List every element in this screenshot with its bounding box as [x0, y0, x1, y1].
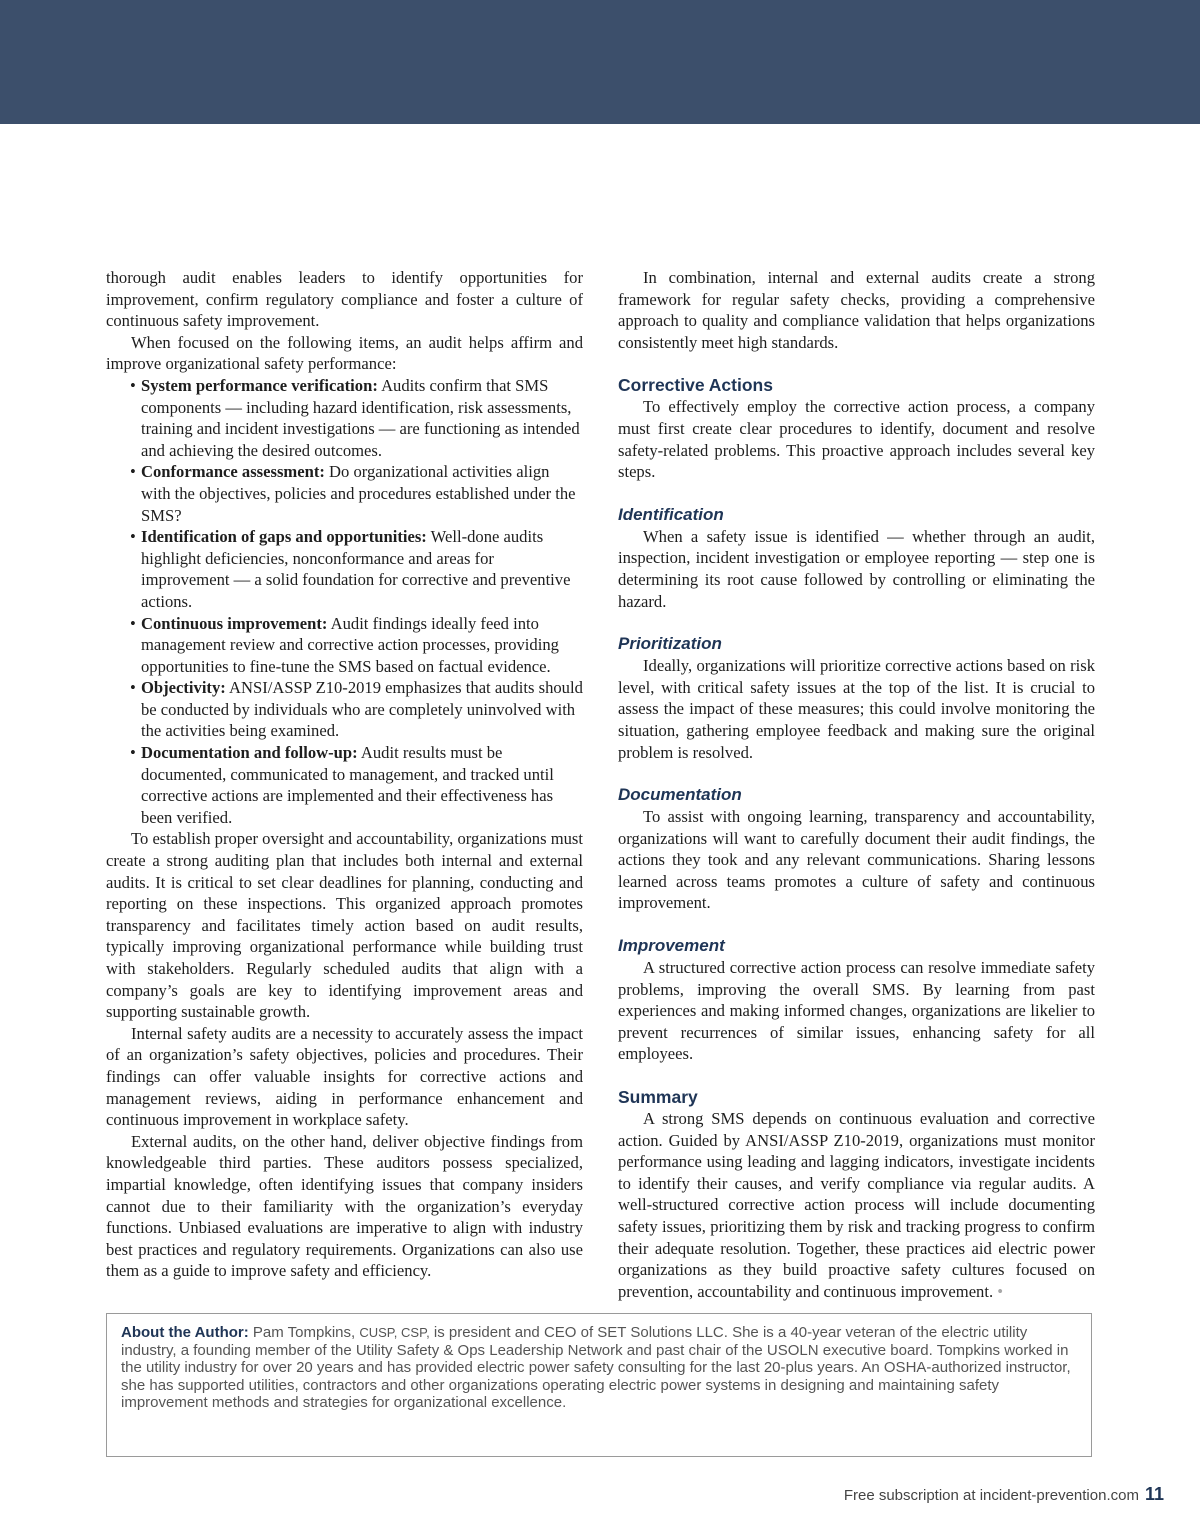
list-item-text: Do organizational activities align with the objectives, policies and procedures established under the SMS? — [141, 462, 576, 525]
bullet-icon: • — [130, 462, 136, 482]
list-item — [130, 677, 583, 742]
improvement-paragraph: A structured corrective action process can resolve immediate safety problems, improving the overall SMS. By learning from past experiences and making informed changes, organizations are likelier to prevent recurrences of similar issues, enhancing safety for all employees. — [618, 958, 1095, 1064]
right-column — [618, 267, 1095, 1302]
right-paragraph-1: In combination, internal and external audits create a strong framework for regular safety checks, providing a comprehensive approach to quality and compliance validation that helps organizations consistently meet high standards. — [618, 268, 1095, 352]
list-item — [130, 742, 583, 828]
left-paragraph-3: To establish proper oversight and accountability, organizations must create a strong auditing plan that includes both internal and external audits. It is critical to set clear deadlines for planning, conducting and reporting on these inspections. This organized approach promotes transparency and facilitates timely action based on audit results, typically improving organizational performance while building trust with stakeholders. Regularly scheduled audits that align with a company’s goals are key to identifying improvement areas and supporting sustainable growth. — [106, 829, 583, 1022]
left-paragraph-2: When focused on the following items, an audit helps affirm and improve organizational safety performance: — [106, 332, 583, 374]
prioritization-paragraph: Ideally, organizations will prioritize corrective actions based on risk level, with critical safety issues at the top of the list. It is crucial to assess the impact of these measures; this could involve monitoring the situation, gathering employee feedback and making sure the original problem is resolved. — [618, 656, 1095, 762]
list-item-term: Continuous improvement: — [141, 613, 328, 633]
summary-heading: Summary — [618, 1087, 698, 1108]
identification-heading: Identification — [618, 504, 724, 524]
bullet-icon: • — [130, 613, 136, 633]
list-item-term: System performance verification: — [141, 375, 378, 395]
documentation-heading: Documentation — [618, 785, 742, 805]
left-column — [106, 267, 583, 1282]
list-item-term: Identification of gaps and opportunities: — [141, 527, 427, 547]
list-item — [130, 613, 583, 678]
list-item-term: Objectivity: — [141, 678, 226, 698]
bullet-icon: • — [130, 678, 136, 698]
list-item-text: ANSI/ASSP Z10-2019 emphasizes that audits should be conducted by individuals who are completely uninvolved with the activities being examined. — [141, 678, 583, 741]
header-band — [0, 0, 1200, 124]
left-paragraph-1: thorough audit enables leaders to identify opportunities for improvement, confirm regulatory compliance and foster a culture of continuous safety improvement. — [106, 268, 583, 331]
summary-paragraph — [618, 1108, 1095, 1302]
list-item-text: Audit results must be documented, communicated to management, and tracked until corrective actions are implemented and their effectiveness has been verified. — [141, 743, 554, 827]
page-number: 11 — [1144, 1484, 1164, 1504]
list-item — [130, 526, 583, 612]
list-item — [130, 461, 583, 526]
identification-paragraph: When a safety issue is identified — whether through an audit, inspection, incident investigation or employee reporting — step one is determining its root cause followed by controlling or eliminating the hazard. — [618, 526, 1095, 611]
page-footer — [844, 1484, 1164, 1505]
corrective-actions-paragraph: To effectively employ the corrective action process, a company must first create clear procedures to identify, document and resolve safety-related problems. This proactive approach includes several key steps. — [618, 397, 1095, 482]
about-author-label: About the Author: — [121, 1324, 249, 1341]
bullet-icon: • — [130, 375, 136, 395]
list-item-text: Audit findings ideally feed into management review and corrective action processes, providing opportunities to fine-tune the SMS based on factual evidence. — [141, 613, 559, 676]
author-name: Pam Tompkins, — [252, 1324, 356, 1341]
improvement-heading: Improvement — [618, 936, 725, 956]
bullet-icon: • — [130, 743, 136, 763]
about-author-box — [106, 1313, 1092, 1457]
author-credentials: CUSP, CSP, — [359, 1325, 430, 1340]
author-bio: is president and CEO of SET Solutions LLC. She is a 40-year veteran of the electric utility industry, a founding member of the Utility Safety & Ops Leadership Network and past chair of the USOLN executive board. Tompkins worked in the utility industry for over 20 years and has provided electric power safety consulting for the last 20-plus years. An OSHA-authorized instructor, she has supported utilities, contractors and other organizations operating electric power systems in designing and maintaining safety improvement methods and strategies for organizational excellence. — [121, 1324, 1071, 1411]
corrective-actions-heading: Corrective Actions — [618, 375, 773, 396]
bullet-icon: • — [130, 527, 136, 547]
list-item-term: Documentation and follow-up: — [141, 743, 358, 763]
list-item-text: Audits confirm that SMS components — including hazard identification, risk assessments, training and incident investigations — are functioning as intended and achieving the desired outcomes. — [141, 375, 580, 460]
end-mark-icon: • — [997, 1281, 1004, 1301]
left-paragraph-5: External audits, on the other hand, deliver objective findings from knowledgeable third parties. These auditors possess specialized, impartial knowledge, often identifying issues that company insiders cannot due to their familiarity with the organization’s everyday functions. Unbiased evaluations are imperative to align with industry best practices and regulatory requirements. Organizations can also use them as a guide to improve safety and efficiency. — [106, 1131, 583, 1281]
footer-subscription-text: Free subscription at incident-prevention.com — [843, 1487, 1139, 1504]
left-paragraph-4: Internal safety audits are a necessity to accurately assess the impact of an organization’s safety objectives, policies and procedures. Their findings can offer valuable insights for corrective actions and management reviews, aiding in performance enhancement and continuous improvement in workplace safety. — [106, 1023, 583, 1130]
list-item-text: Well-done audits highlight deficiencies, nonconformance and areas for improvement — a solid foundation for corrective and preventive actions. — [141, 527, 571, 611]
list-item — [130, 375, 583, 461]
prioritization-heading: Prioritization — [618, 634, 722, 654]
audit-benefits-list — [106, 375, 583, 828]
list-item-term: Conformance assessment: — [141, 462, 325, 482]
documentation-paragraph: To assist with ongoing learning, transparency and accountability, organizations will want to carefully document their audit findings, the actions they took and any relevant communications. Sharing lessons learned across teams promotes a culture of safety and continuous improvement. — [618, 807, 1095, 913]
summary-text: A strong SMS depends on continuous evaluation and corrective action. Guided by ANSI/ASSP Z10-2019, organizations must monitor performance using leading and lagging indicators, investigate incidents to identify their causes, and verify compliance via regular audits. A well-structured corrective action process will include documenting safety issues, prioritizing them by risk and tracking progress to confirm their adequate resolution. Together, these practices aid electric power organizations as they build proactive safety cultures focused on prevention, accountability and continuous improvement. — [618, 1109, 1095, 1301]
